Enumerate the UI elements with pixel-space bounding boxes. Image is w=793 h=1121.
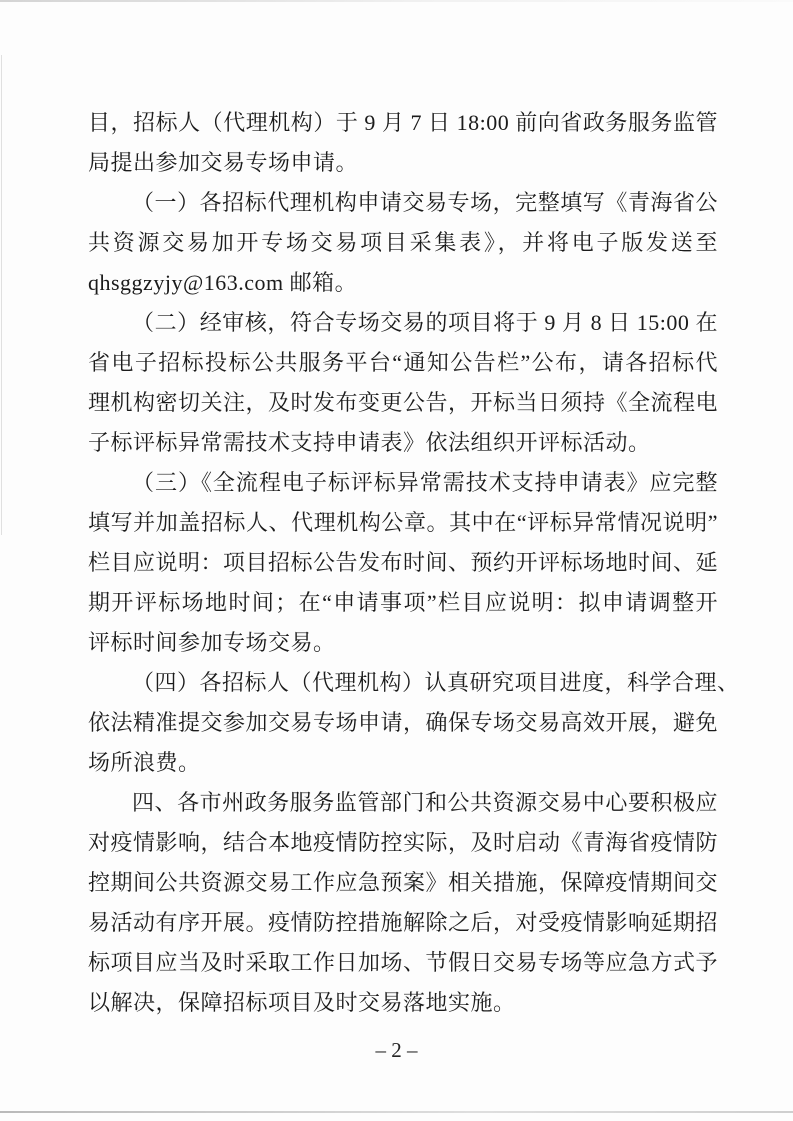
text-line: 目，招标人（代理机构）于 9 月 7 日 18:00 前向省政务服务监管 xyxy=(88,110,718,135)
text-line: 局提出参加交易专场申请。 xyxy=(88,150,359,175)
text-line: 以解决，保障招标项目及时交易落地实施。 xyxy=(88,990,516,1015)
text-line: 评标时间参加专场交易。 xyxy=(88,630,336,655)
text-line: 对疫情影响，结合本地疫情防控实际，及时启动《青海省疫情防 xyxy=(88,830,719,855)
page-footer xyxy=(0,1035,793,1065)
text-line: （二）经审核，符合专场交易的项目将于 9 月 8 日 15:00 在 xyxy=(132,310,718,335)
text-line: （一）各招标代理机构申请交易专场，完整填写《青海省公 xyxy=(132,190,718,215)
paragraph-section-4 xyxy=(88,783,718,1023)
text-line: 标项目应当及时采取工作日加场、节假日交易专场等应急方式予 xyxy=(88,950,719,975)
paragraph-item-4 xyxy=(88,663,740,783)
scan-artifact-top-edge xyxy=(0,0,793,2)
text-line-email: qhsggzyjy@163.com 邮箱。 xyxy=(88,270,358,295)
text-line: （三）《全流程电子标评标异常需技术支持申请表》应完整 xyxy=(132,470,718,495)
text-line: 共资源交易加开专场交易项目采集表》，并将电子版发送至 xyxy=(88,230,718,255)
text-line: 控期间公共资源交易工作应急预案》相关措施，保障疫情期间交 xyxy=(88,870,719,895)
paragraph-item-2 xyxy=(88,303,718,463)
text-line: 易活动有序开展。疫情防控措施解除之后，对受疫情影响延期招 xyxy=(88,910,719,935)
scan-artifact-left-edge xyxy=(1,55,2,535)
paragraph-item-1 xyxy=(88,183,718,303)
page-number: – 2 – xyxy=(375,1038,418,1062)
text-line: （四）各招标人（代理机构）认真研究项目进度，科学合理、 xyxy=(132,670,740,695)
text-line: 理机构密切关注，及时发布变更公告，开标当日须持《全流程电 xyxy=(88,390,719,415)
text-line: 子标评标异常需技术支持申请表》依法组织开评标活动。 xyxy=(88,430,651,455)
text-line: 依法精准提交参加交易专场申请，确保专场交易高效开展，避免 xyxy=(88,710,719,735)
text-line: 栏目应说明：项目招标公告发布时间、预约开评标场地时间、延 xyxy=(88,550,719,575)
document-body xyxy=(88,103,740,1023)
paragraph-item-3 xyxy=(88,463,718,663)
text-line: 场所浪费。 xyxy=(88,750,201,775)
scan-artifact-bottom-edge xyxy=(0,1111,793,1113)
text-line: 省电子招标投标公共服务平台“通知公告栏”公布，请各招标代 xyxy=(88,350,718,375)
text-line: 填写并加盖招标人、代理机构公章。其中在“评标异常情况说明” xyxy=(88,510,718,535)
paragraph-continuation xyxy=(88,103,718,183)
text-line: 四、各市州政务服务监管部门和公共资源交易中心要积极应 xyxy=(132,790,718,815)
text-line: 期开评标场地时间；在“申请事项”栏目应说明：拟申请调整开 xyxy=(88,590,718,615)
